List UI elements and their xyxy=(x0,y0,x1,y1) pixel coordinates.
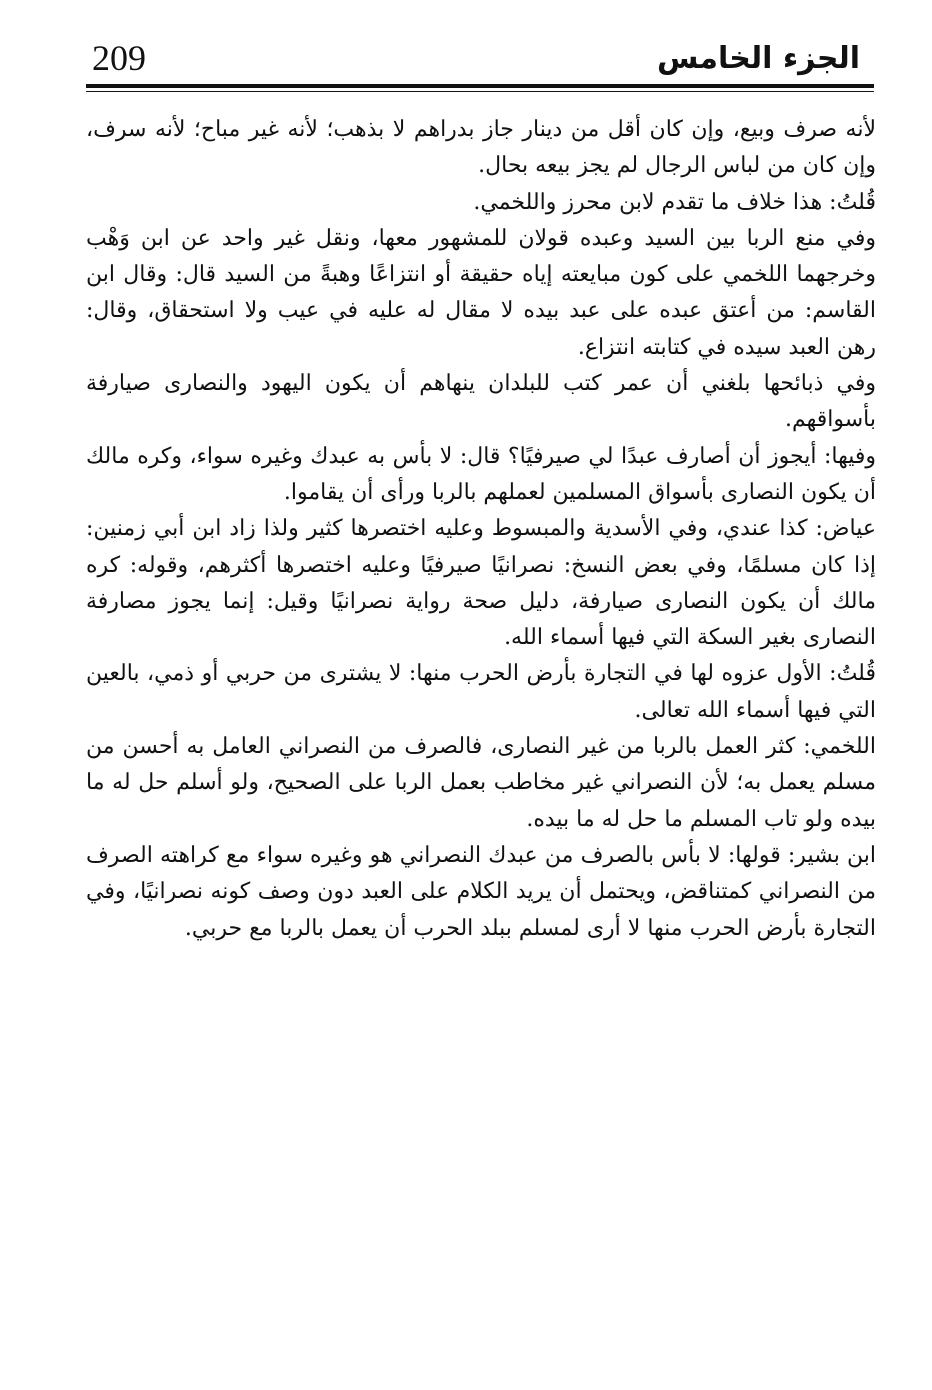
paragraph-text: هذا خلاف ما تقدم لابن محرز واللخمي. xyxy=(473,189,830,215)
paragraph-lead: قُلتُ: xyxy=(829,661,876,687)
header-rule-thin xyxy=(86,91,874,92)
page-number: 209 xyxy=(92,38,146,78)
paragraph xyxy=(86,838,876,947)
paragraph xyxy=(86,729,876,838)
paragraph-text: لأنه صرف وبيع، وإن كان أقل من دينار جاز بدراهم لا بذهب؛ لأنه غير مباح؛ لأنه سرف، وإن كان من لباس الرجال لم يجز بيعه بحال. xyxy=(86,117,876,179)
paragraph-text: اللخمي: كثر العمل بالربا من غير النصارى، فالصرف من النصراني العامل به أحسن من مسلم يعمل به؛ لأن النصراني غير مخاطب بعمل الربا على الصحيح، ولو أسلم حل له ما بيده ولو تاب المسلم ما حل له ما بيده. xyxy=(86,734,876,832)
paragraph-text: وفي ذبائحها بلغني أن عمر كتب للبلدان ينهاهم أن يكون اليهود والنصارى صيارفة بأسواقهم. xyxy=(86,371,876,433)
paragraph-text: وفيها: أيجوز أن أصارف عبدًا لي صيرفيًا؟ قال: لا بأس به عبدك وغيره سواء، وكره مالك أن يكون النصارى بأسواق المسلمين لعملهم بالربا ورأى أن يقاموا. xyxy=(86,443,876,505)
header-rule xyxy=(86,84,874,88)
paragraph xyxy=(86,221,876,366)
paragraph xyxy=(86,511,876,656)
paragraph xyxy=(86,439,876,512)
running-title: الجزء الخامس xyxy=(656,41,860,76)
paragraph-lead: قُلتُ: xyxy=(829,189,876,215)
paragraph-text: الأول عزوه لها في التجارة بأرض الحرب منها: لا يشترى من حربي أو ذمي، بالعين التي فيها أسماء الله تعالى. xyxy=(86,661,876,723)
paragraph xyxy=(86,185,876,221)
body-text xyxy=(86,112,876,947)
paragraph-text: ابن بشير: قولها: لا بأس بالصرف من عبدك النصراني هو وغيره سواء مع كراهته الصرف من النصراني كمتناقض، ويحتمل أن يريد الكلام على العبد دون وصف كونه نصرانيًا، وفي التجارة بأرض الحرب منها لا أرى لمسلم ببلد الحرب أن يعمل بالربا مع حربي. xyxy=(86,842,876,941)
paragraph-text: عياض: كذا عندي، وفي الأسدية والمبسوط وعليه اختصرها كثير ولذا زاد ابن أبي زمنين: إذا كان مسلمًا، وفي بعض النسخ: نصرانيًا صيرفيًا وعليه اختصرها أكثرهم، وقوله: كره مالك أن يكون النصارى صيارفة، دليل صحة رواية نصرانيًا وقيل: إنما يجوز مصارفة النصارى بغير السكة التي فيها أسماء الله. xyxy=(86,516,876,651)
paragraph xyxy=(86,366,876,439)
paragraph xyxy=(86,112,876,185)
paragraph-text: وفي منع الربا بين السيد وعبده قولان للمشهور معها، ونقل غير واحد عن ابن وَهْب وخرجهما اللخمي على كون مبايعته إياه حقيقة أو انتزاعًا وهبةً من السيد قال: وقال ابن القاسم: من أعتق عبده على عبد بيده لا مقال له عليه في عيب ولا استحقاق، وقال: رهن العبد سيده في كتابته انتزاع. xyxy=(86,225,876,360)
paragraph xyxy=(86,656,876,729)
